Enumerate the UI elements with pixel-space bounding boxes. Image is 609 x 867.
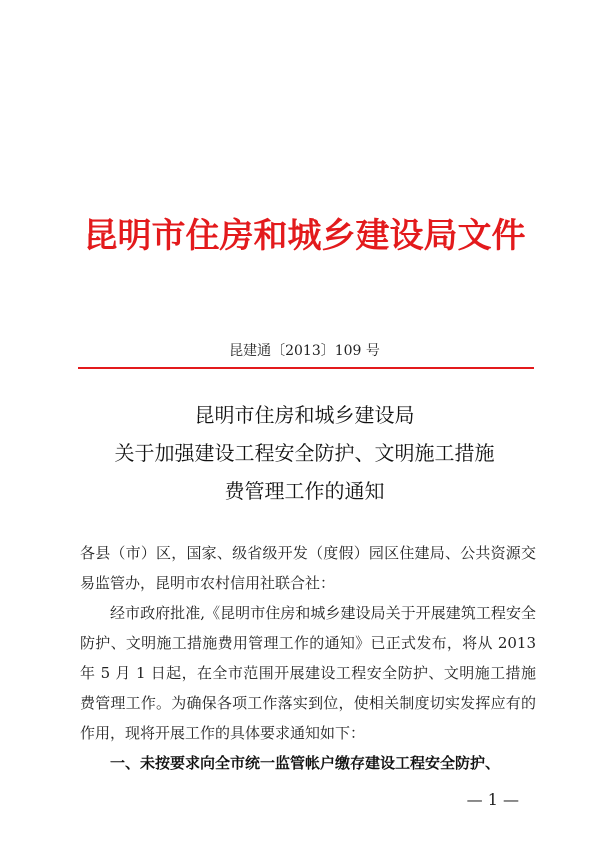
- title-line-1: 昆明市住房和城乡建设局: [194, 403, 415, 427]
- addressee-paragraph: 各县（市）区，国家、级省级开发（度假）园区住建局、公共资源交易监管办，昆明市农村信用社联合社：: [80, 544, 536, 592]
- document-number: 昆建通〔2013〕109 号: [229, 343, 380, 359]
- notice-body: [80, 538, 536, 778]
- title-line-2: 关于加强建设工程安全防护、文明施工措施: [114, 441, 495, 465]
- page-number: — 1 —: [466, 790, 519, 809]
- body-paragraph-1: 经市政府批准,《昆明市住房和城乡建设局关于开展建筑工程安全防护、文明施工措施费用管理工作的通知》已正式发布，将从 2013 年 5 月 1 日起，在全市范围开展建设工程安全防护、文明施工措施费管理工作。为确保各项工作落实到位，使相关制度切实发挥应有的作用，现将开展工作的具体要求通知如下：: [80, 604, 536, 742]
- red-divider-line: [78, 367, 534, 369]
- section-1-heading: 一、未按要求向全市统一监管帐户缴存建设工程安全防护、: [110, 754, 501, 772]
- title-line-3: 费管理工作的通知: [224, 479, 385, 503]
- notice-title: [0, 396, 609, 510]
- issuer-title: 昆明市住房和城乡建设局文件: [83, 216, 526, 256]
